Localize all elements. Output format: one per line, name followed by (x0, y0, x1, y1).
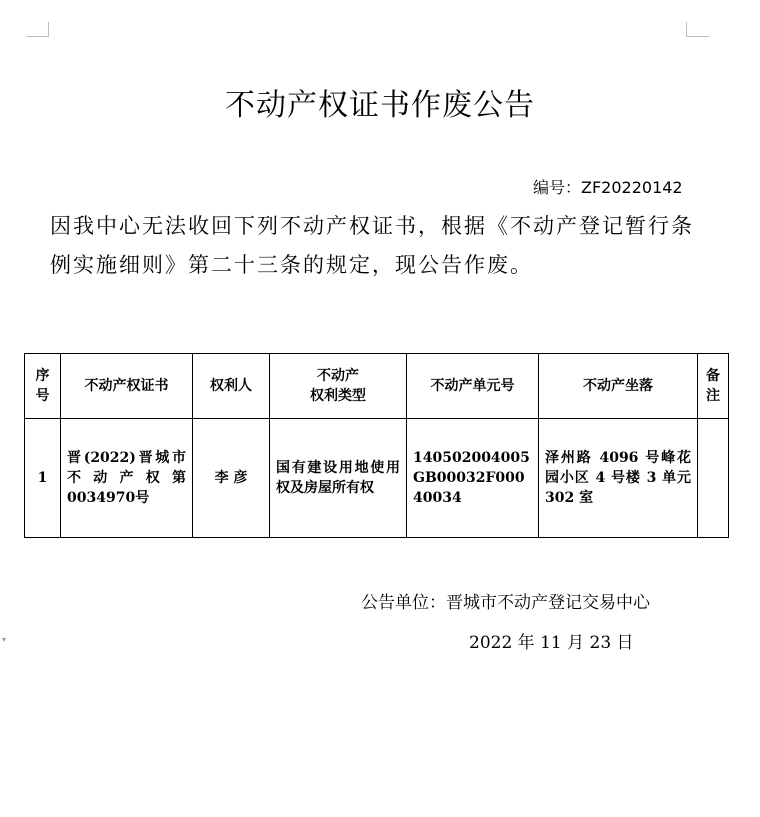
header-seq: 序 号 (25, 354, 61, 419)
header-type: 不动产 权利类型 (270, 354, 407, 419)
cell-unit-no: 140502004005GB00032F00040034 (407, 419, 539, 538)
margin-marker-icon: ▾ (2, 635, 7, 644)
header-cert: 不动产权证书 (61, 354, 193, 419)
table-header-row (25, 354, 729, 419)
table-row (25, 419, 729, 538)
cell-location: 泽州路 4096 号峰花园小区 4 号楼 3 单元 302 室 (539, 419, 698, 538)
page-corner-mark-top-right (686, 22, 709, 37)
page-title: 不动产权证书作废公告 (225, 88, 535, 123)
cell-cert: 晋(2022)晋城市不动产权第0034970号 (61, 419, 193, 538)
header-remark: 备 注 (698, 354, 729, 419)
notice-body: 因我中心无法收回下列不动产权证书，根据《不动产登记暂行条例实施细则》第二十三条的规定，现公告作废。 (50, 214, 694, 277)
cell-holder: 李 彦 (193, 419, 270, 538)
issuing-organization: 公告单位：晋城市不动产登记交易中心 (361, 593, 650, 613)
header-unit-no: 不动产单元号 (407, 354, 539, 419)
cell-type: 国有建设用地使用权及房屋所有权 (270, 419, 407, 538)
document-number: 编号：ZF20220142 (533, 178, 683, 197)
header-location: 不动产坐落 (539, 354, 698, 419)
cell-seq: 1 (25, 419, 61, 538)
cell-remark (698, 419, 729, 538)
notice-date: 2022 年 11 月 23 日 (469, 633, 634, 653)
header-holder: 权利人 (193, 354, 270, 419)
notice-table (24, 353, 729, 538)
page-corner-mark-top-left (26, 22, 49, 37)
